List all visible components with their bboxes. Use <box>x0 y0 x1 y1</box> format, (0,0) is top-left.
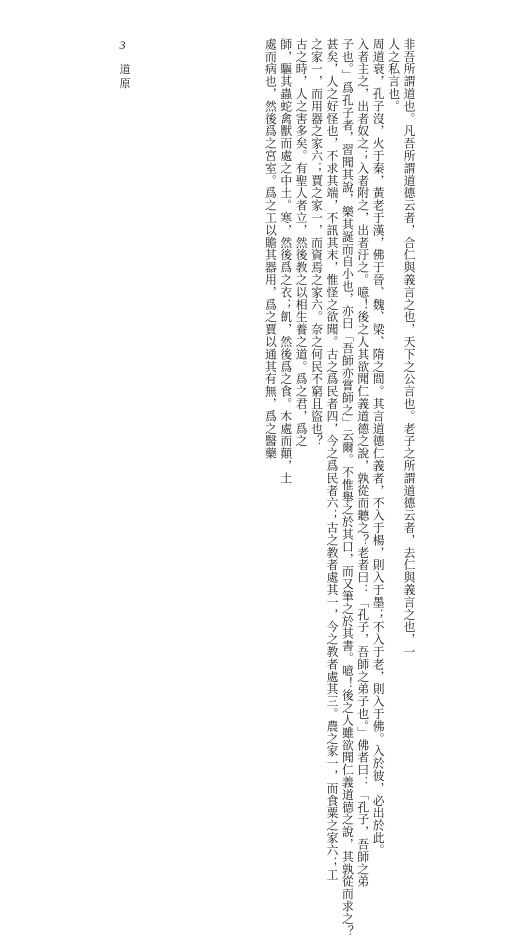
text-column: 處而病也，然後爲之宮室。爲之工以贍其器用，爲之賈以通其有無，爲之醫藥 <box>263 38 278 460</box>
vertical-text-block <box>262 38 416 937</box>
text-column: 古之時，人之害多矣。有聖人者立，然後教之以相生養之道。爲之君，爲之 <box>294 38 309 448</box>
text-column: 非吾所謂道也。凡吾所謂道德云者，合仁與義言之也，天下之公言也。老子之所謂道德云者，去仁與義言之也，一 <box>402 38 416 658</box>
text-column: 之家一，而用器之家六；賈之家一，而資焉之家六。奈之何民不窮且盜也？ <box>309 38 324 448</box>
text-column: 子也。」爲孔子者，習聞其說，樂其誕而自小也，亦曰「吾師亦嘗師之」云爾。不惟舉之於其口，而又筆之於其書。噫！後之人雖欲聞仁義道德之說，其孰從而求之？ <box>340 38 355 937</box>
text-column: 周道衰，孔子沒，火于秦，黃老于漢，佛于晉、魏、梁、隋之間。其言道德仁義者，不入于楊，則入于墨；不入于老，則入于佛。入於彼，必出於此。 <box>371 38 386 857</box>
text-column: 師，驅其蟲蛇禽獸而處之中土。寒，然後爲之衣；飢，然後爲之食。木處而顛，土 <box>278 38 293 485</box>
text-column: 人之私言也。 <box>386 38 401 113</box>
text-column: 入者主之，出者奴之；入者附之，出者汙之。噫！後之人其欲聞仁義道德之說，孰從而聽之？老者曰：「孔子，吾師之弟子也。」佛者曰：「孔子，吾師之弟 <box>355 38 370 888</box>
page-number: 3 <box>119 38 129 52</box>
page-header <box>116 38 132 92</box>
text-column: 甚矣，人之好怪也，不求其端，不訊其末，惟怪之欲聞。古之爲民者四，今之爲民者六；古之教者處其一，今之教者處其三。農之家一，而食粟之家六；工 <box>324 38 339 882</box>
section-title: 道原 <box>118 63 131 92</box>
